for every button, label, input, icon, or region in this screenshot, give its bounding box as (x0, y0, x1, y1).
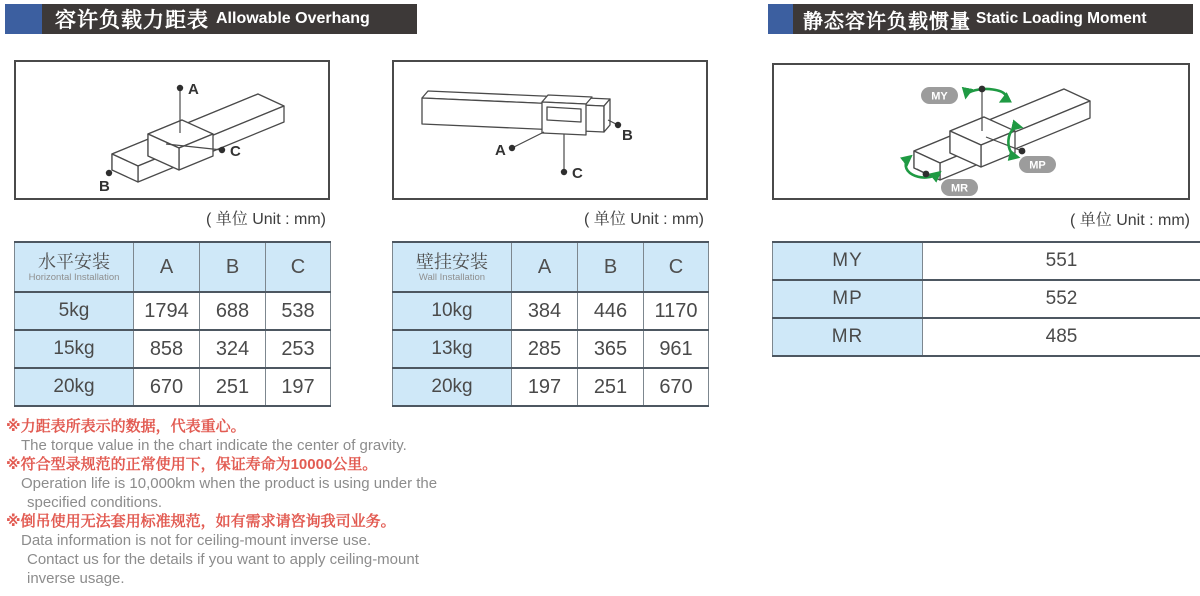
mr-axis-dot (923, 171, 930, 178)
table-title-zh: 壁挂安装 (416, 251, 488, 272)
note-line: Data information is not for ceiling-mount inverse use. (21, 532, 372, 549)
right-section-header (768, 4, 1193, 34)
moment-diagram (772, 63, 1190, 200)
unit-label-horizontal: ( 单位 Unit : mm) (206, 211, 326, 228)
load-cell: 5kg (15, 292, 134, 330)
point-c-dot (561, 169, 567, 175)
horizontal-install-drawing (16, 62, 328, 198)
value-cell: 670 (644, 368, 709, 406)
right-title-en: Static Loading Moment (976, 10, 1147, 27)
accent-square-icon (5, 4, 42, 34)
wall-install-drawing (394, 62, 706, 198)
col-header-b: B (578, 242, 644, 292)
value-cell: 285 (512, 330, 578, 368)
mp-badge-label: MP (1029, 159, 1046, 172)
value-cell: 384 (512, 292, 578, 330)
label-b: B (622, 127, 633, 144)
table-row (15, 292, 331, 330)
table-title-en: Wall Installation (418, 271, 486, 283)
note-line: Operation life is 10,000km when the product is using under the (21, 475, 438, 492)
note-line: inverse usage. (27, 570, 125, 587)
load-cell: 13kg (393, 330, 512, 368)
value-cell: 365 (578, 330, 644, 368)
table-row (393, 368, 709, 406)
right-header-bar (793, 4, 1193, 34)
table-row (773, 318, 1200, 356)
right-title-zh: 静态容许负载惯量 (803, 10, 971, 33)
moment-value-cell: 485 (923, 318, 1200, 356)
col-header-c: C (644, 242, 709, 292)
load-cell: 20kg (393, 368, 512, 406)
value-cell: 688 (200, 292, 266, 330)
mp-axis-dot (1019, 148, 1026, 155)
value-cell: 670 (134, 368, 200, 406)
label-c: C (230, 143, 241, 160)
value-cell: 1170 (644, 292, 709, 330)
left-header-bar (42, 4, 417, 34)
horizontal-install-diagram (14, 60, 330, 200)
value-cell: 324 (200, 330, 266, 368)
table-row (393, 292, 709, 330)
table-title-cell (393, 242, 512, 292)
moment-table (772, 241, 1200, 357)
value-cell: 961 (644, 330, 709, 368)
load-cell: 15kg (15, 330, 134, 368)
my-axis-dot (979, 86, 986, 93)
label-a: A (188, 81, 199, 98)
wall-install-diagram (392, 60, 708, 200)
value-cell: 197 (266, 368, 331, 406)
value-cell: 446 (578, 292, 644, 330)
wall-install-table (392, 241, 709, 407)
moment-label-cell: MR (773, 318, 923, 356)
mr-badge-label: MR (950, 182, 969, 195)
note-line: Contact us for the details if you want to apply ceiling-mount (27, 551, 419, 568)
value-cell: 538 (266, 292, 331, 330)
note-line: The torque value in the chart indicate the center of gravity. (21, 437, 407, 454)
table-row (773, 242, 1200, 280)
table-title-cell (15, 242, 134, 292)
moment-label-cell: MY (773, 242, 923, 280)
note-line: ※力距表所表示的数据，代表重心。 (6, 418, 246, 435)
unit-label-moment: ( 单位 Unit : mm) (1070, 212, 1190, 229)
moment-drawing (774, 65, 1188, 198)
label-b: B (99, 178, 110, 195)
value-cell: 1794 (134, 292, 200, 330)
value-cell: 251 (578, 368, 644, 406)
value-cell: 858 (134, 330, 200, 368)
col-header-c: C (266, 242, 331, 292)
col-header-a: A (512, 242, 578, 292)
table-header-row (393, 242, 709, 292)
table-header-row (15, 242, 331, 292)
my-rotation-arrow (966, 89, 1006, 101)
point-c-dot (219, 147, 225, 153)
moment-value-cell: 552 (923, 280, 1200, 318)
table-row (393, 330, 709, 368)
label-c: C (572, 165, 583, 182)
point-a-dot (509, 145, 515, 151)
value-cell: 253 (266, 330, 331, 368)
note-line: ※符合型录规范的正常使用下，保证寿命为10000公里。 (6, 456, 378, 473)
moment-label-cell: MP (773, 280, 923, 318)
load-cell: 20kg (15, 368, 134, 406)
my-badge-label: MY (931, 90, 948, 103)
point-b-dot (106, 170, 112, 176)
table-row (15, 368, 331, 406)
table-title-zh: 水平安装 (38, 251, 110, 272)
label-a: A (495, 142, 506, 159)
note-line: specified conditions. (27, 494, 163, 511)
footnotes (0, 417, 560, 588)
col-header-a: A (134, 242, 200, 292)
table-title-en: Horizontal Installation (28, 271, 120, 283)
col-header-b: B (200, 242, 266, 292)
point-b-dot (615, 122, 621, 128)
table-row (773, 280, 1200, 318)
accent-square-icon (768, 4, 793, 34)
unit-label-wall: ( 单位 Unit : mm) (584, 211, 704, 228)
horizontal-install-table (14, 241, 331, 407)
left-section-header (5, 4, 417, 34)
moment-value-cell: 551 (923, 242, 1200, 280)
table-row (15, 330, 331, 368)
left-title-zh: 容许负载力距表 (55, 9, 209, 32)
point-a-dot (177, 85, 183, 91)
left-title-en: Allowable Overhang (216, 10, 370, 27)
note-line: ※倒吊使用无法套用标准规范，如有需求请咨询我司业务。 (6, 513, 396, 530)
value-cell: 251 (200, 368, 266, 406)
value-cell: 197 (512, 368, 578, 406)
load-cell: 10kg (393, 292, 512, 330)
